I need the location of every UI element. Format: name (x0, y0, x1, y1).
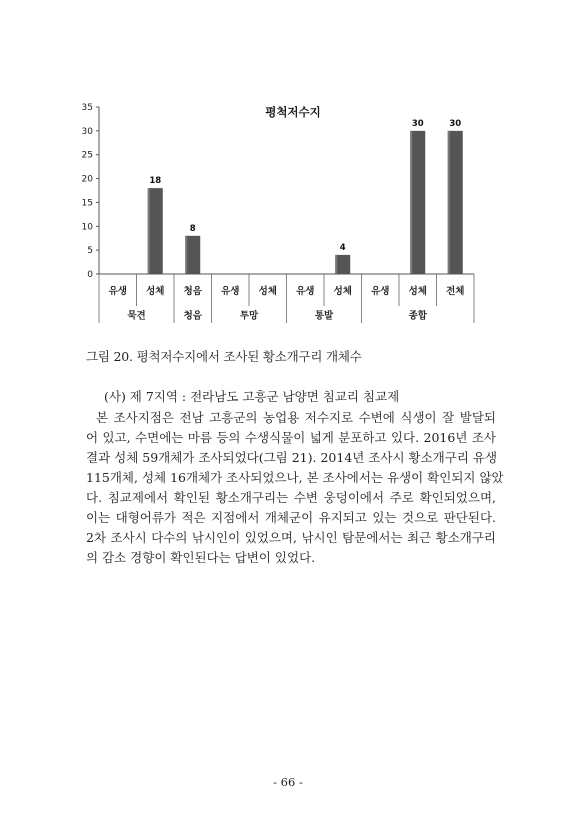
chart-title: 평척저수지 (265, 105, 321, 119)
data-label: 8 (189, 223, 196, 234)
y-tick-label: 20 (81, 174, 93, 185)
y-tick-label: 30 (81, 126, 93, 137)
y-tick-label: 5 (87, 246, 93, 257)
bar (148, 188, 163, 274)
x-category-label: 유생 (108, 286, 127, 297)
y-tick-label: 15 (81, 198, 93, 209)
bar-highlight (335, 255, 337, 274)
figure-caption: 그림 20. 평척저수지에서 조사된 황소개구리 개체수 (86, 349, 362, 364)
chart-x-axis (99, 274, 474, 323)
data-label: 30 (411, 118, 424, 129)
x-category-label: 성체 (408, 286, 427, 297)
data-label: 4 (339, 242, 346, 253)
x-category-label: 성체 (258, 286, 277, 297)
bar (410, 131, 425, 274)
body-line: 어 있고, 수면에는 마름 등의 수생식물이 넓게 분포하고 있다. 2016년 조사 (86, 430, 496, 445)
bar-highlight (185, 236, 187, 274)
x-group-label: 종합 (408, 310, 427, 322)
body-line: 2차 조사시 다수의 낚시인이 있었으며, 낚시인 탐문에서는 최근 황소개구리 (86, 530, 496, 545)
x-category-label: 전체 (446, 286, 465, 297)
body-line: 이는 대형어류가 적은 지점에서 개체군이 유지되고 있는 것으로 판단된다. (86, 510, 496, 525)
bar (448, 131, 463, 274)
x-category-label: 유생 (221, 286, 240, 297)
x-category-label: 성체 (146, 286, 165, 297)
chart-bars (148, 119, 463, 274)
y-tick-label: 10 (81, 222, 93, 233)
x-category-label: 유생 (371, 286, 390, 297)
y-tick-label: 35 (81, 103, 93, 113)
section-heading: (사) 제 7지역 : 전라남도 고흥군 남양면 침교리 침교제 (104, 389, 400, 404)
data-label: 18 (149, 176, 162, 187)
x-category-label: 성체 (333, 286, 352, 297)
page-number: - 66 - (273, 775, 303, 789)
data-label: 30 (449, 118, 462, 129)
body-line: 115개체, 성체 16개체가 조사되었으나, 본 조사에서는 유생이 확인되지 않았 (86, 470, 504, 485)
bar-chart (0, 0, 576, 340)
x-category-label: 청음 (183, 286, 202, 297)
x-group-label: 청음 (183, 310, 202, 322)
y-tick-label: 0 (87, 270, 93, 280)
x-category-label: 유생 (296, 286, 315, 297)
body-line: 본 조사지점은 전남 고흥군의 농업용 저수지로 수변에 식생이 잘 발달되 (96, 410, 496, 425)
bar (335, 255, 350, 274)
x-group-label: 투망 (239, 310, 259, 322)
x-group-label: 통발 (314, 310, 334, 322)
bar-highlight (148, 188, 150, 274)
chart-axes (82, 103, 99, 280)
body-paragraph (86, 408, 504, 568)
x-group-label: 묵견 (127, 310, 146, 322)
bar (185, 236, 200, 274)
bar-highlight (448, 131, 450, 274)
body-line: 다. 침교제에서 확인된 황소개구리는 수변 웅덩이에서 주로 확인되었으며, (86, 490, 496, 505)
y-tick-label: 25 (81, 150, 93, 161)
body-line: 결과 성체 59개체가 조사되었다(그림 21). 2014년 조사시 황소개구리 유생 (86, 450, 498, 465)
bar-highlight (410, 131, 412, 274)
body-line: 의 감소 경향이 확인된다는 답변이 있었다. (86, 550, 316, 565)
